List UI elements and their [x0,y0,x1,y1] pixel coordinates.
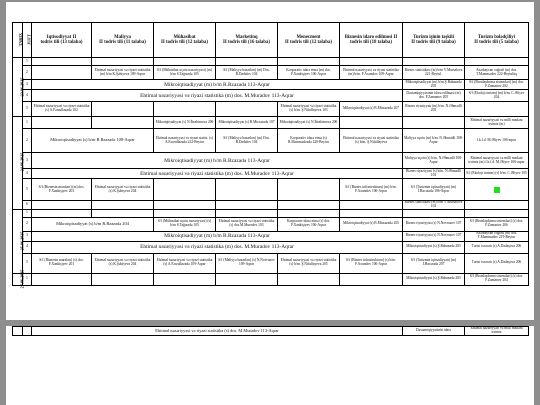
group-header: Turizm işinin təşkili II todris tili (9 talaba) [403,23,465,58]
schedule-cell: S/f (Mühasibat uçotu nəzəriyyəsi) (s) b/m S.Tağızadə 105 [154,217,216,231]
schedule-cell [465,102,529,117]
pair-number-cell: 3 [23,153,32,169]
schedule-cell: Biznes riyaziyyatı (s) N.Novruzov 107 [403,217,465,231]
schedule-cell: Ehtimal nəzəriyyəsi və riyazi statistika (s) A.Fərzullazadə 102 [32,102,92,117]
schedule-cell: S/f (Biznes infrastrukturu) (m) b/m. F.Axundov 106-Aqrar [340,179,403,201]
schedule-cell [403,117,465,129]
pair-number-cell: 2 [23,66,32,80]
pair-number-cell: 3 [23,231,32,241]
schedule-cell: Mikroiqtisadiyyat (m) b/m R.Rzazadə 113-Aqrar [32,80,403,90]
schedule-cell [92,117,154,129]
schedule-cell: Ehtimal nəzəriyyəsi və riyazi statistika (s) b/m. Ş.Nifullayeva [340,129,403,153]
day-date-cell: 24.06.2025 [13,117,23,210]
schedule-cell: Ehtimal nəzəriyyəsi və riyazi statistika (m) dos. M.Muradov 113-Aqrar [32,169,403,179]
pair-number-cell: 2 [23,217,32,231]
schedule-cell [32,209,92,217]
schedule-cell [154,102,216,117]
schedule-cell: Ehtimal nəzəriyyəsi və riyazi statistika (s) K.Şəbiyeva 204 [92,253,154,273]
schedule-cell: S/f (Biznesin maraları) (s) dos. F.Xankişiyev 201 [32,253,92,273]
schedule-cell: S/f (Ekoloji turizm) (m) b/m. C.Əliyev 204 [465,90,529,102]
schedule-cell [278,209,340,217]
schedule-cell [32,117,92,129]
schedule-cell [216,102,278,117]
schedule-cell [278,58,340,66]
header-row [13,23,529,58]
schedule-cell: Ehtimal nəzəriyyəsi və riyazi statistika (s) dos. M.Muradov 113-Aqrar [32,327,403,336]
day-date-cell: 25.06.2025 [13,209,23,273]
schedule-cell [92,201,154,210]
schedule-row [13,129,529,153]
schedule-cell [92,58,154,66]
pair-number-cell: 3 [23,80,32,90]
schedule-cell: S/f (Maliyyə bazarları) (s) N.Novruzov 109-Aqrar [216,253,278,273]
pair-number-cell: 6 [23,201,32,210]
group-header: Iqtisodiyyat II todris tili (13 talaba) [32,23,92,58]
schedule-cell: Mikroiqtisadiyyat (s) N.İbrahimova 206 [278,117,340,129]
schedule-cell [340,209,403,217]
schedule-cell: Turist ixracatı (s) A.Dadaşova 206 [465,253,529,273]
schedule-cell [216,58,278,66]
schedule-cell: Biznes riyaziyyatı (s) b/m. N.Əhmədli 103 [403,169,465,179]
schedule-cell: f.k.f.d. M.Əliyev 106-aqrar [465,129,529,153]
schedule-cell: Maliyyə uçotu (m) b/m. N.Əhmədli 108-Aqrar [403,129,465,153]
schedule-cell [340,58,403,66]
group-header: Marketinq II todris tili (16 talaba) [216,23,278,58]
schedule-cell: Ehtimal nəzəriyyəsi və riyazi statistika (m) b/m K.Şəbiyeva 109-Aqrar [92,66,154,80]
schedule-cell: S/f (Bronlaşdırma sistemləri) (s) dos. F.Zamanov 206 [465,217,529,231]
schedule-row [13,58,529,66]
pair-number-cell: 4 [23,169,32,179]
schedule-cell [32,273,92,285]
schedule-row [13,231,529,241]
schedule-cell [278,273,340,285]
schedule-cell [92,209,154,217]
schedule-cell [340,117,403,129]
schedule-row [13,209,529,217]
schedule-cell: Ehtimal nəzəriyyəsi və riyazi statistika (s) b/m. Ş.Nifullayeva 205 [278,253,340,273]
schedule-cell: Korporativ idarə etmə (s) B.Məmmədzadə 220-Beytur [278,129,340,153]
schedule-cell: Dəstəmiqiyyəsinin idarə edilməsi (m) dos. F.Zamanov 205 [403,90,465,102]
schedule-cell: Mikroiqtisadiyyat (s) N.İbrahimova 206 [154,117,216,129]
schedule-row [13,241,529,253]
schedule-row [13,153,529,169]
schedule-cell: Maliyyə uçotu (s) b/m. N.Əhmədli 108-Aqrar [403,153,465,169]
schedule-cell: Ehtimal nəzəriyyəsi və riyazi statistika (m) dos. M.Muradov 113-Aqrar [32,241,403,253]
schedule-cell: Mikroiqtisadiyyat (m) b/m R.Rzazadə 113-Aqrar [32,231,403,241]
group-header: Menecment II todris tili (12 talaba) [278,23,340,58]
schedule-cell [403,58,465,66]
document-page-1 [6,2,534,320]
schedule-cell: Ehtimal nəzəriyyəsi və riyazi statistika (s) K.Şəbiyeva 204 [92,179,154,201]
schedule-cell: Ehtimal nəzəriyyəsi və milli madəni irsimiz (m) [465,117,529,129]
schedule-cell: Mikroiqtisadiyyat (s) B.Mirzəzadə 207 [340,102,403,117]
schedule-cell: Mikroiqtisadiyyat (s) Ş.Babazadə 205 [403,241,465,253]
schedule-cell [154,209,216,217]
schedule-cell [278,179,340,201]
schedule-row [13,201,529,210]
schedule-row [13,169,529,179]
schedule-cell [154,273,216,285]
schedule-cell [465,201,529,210]
group-header: Mühasibat II todris tili (12 talaba) [154,23,216,58]
schedule-cell: Ehtimal nəzəriyyəsi və milli madəni irsimiz (m) f.k.f.d. M.Əliyev 106-aqrar [465,153,529,169]
schedule-cell [32,58,92,66]
schedule-cell: Turist ixracatı (s) A.Dadaşova 206 [465,241,529,253]
group-header: Biznesin idaro edilmosi II todris tili (18 talaba) [340,23,403,58]
schedule-cell: Biznes riyaziyyatı (s) N.Novruzov 107 [403,231,465,241]
schedule-cell: Ehtimal nəzəriyyəsi və milli madəni irsimiz [465,327,529,336]
schedule-cell: Korporativ idarə etmə (m) dos. F.Xankişiyev 106-Aqrar [278,66,340,80]
group-header: Maliyya II todris tili (11 talaba) [92,23,154,58]
pair-number-cell: 5 [23,179,32,201]
schedule-cell: Ehtimal nəzəriyyəsi və riyazi statist. (s) A.Fərzullazadə 222-Beytur [154,129,216,153]
schedule-cell: Ehtimal nəzəriyyəsi və riyazi statistika (s) dos.M.Muradov 103 [216,217,278,231]
schedule-cell [92,102,154,117]
schedule-cell [465,179,529,201]
schedule-cell: Mikroiqtisadiyyat (s) Ş.Babazadə 205 [403,273,465,285]
schedule-row [13,253,529,273]
schedule-cell [216,179,278,201]
pair-number-cell: 1 [23,117,32,129]
schedule-cell: S/f (Turizmin iqtisadiyyatı) (m) İ.Hacızadə 106-Aqrar [403,179,465,201]
schedule-cell: Biznes statistikası (m) b/m V.Mursalova 221-Beytul. [403,66,465,80]
schedule-cell: S/f (Biznes infrastrukturu) (s) b/m. F.Axundov 106-Aqrar [340,253,403,273]
schedule-cell: Mikroiqtisadiyyat (m) b/m R.Rzazadə 113-Aqrar [32,153,403,169]
schedule-cell [340,201,403,210]
schedule-cell [216,273,278,285]
schedule-cell: S/f (Maliyyə bazarları) (m) Dos. B.Dadalov 104 [216,129,278,153]
schedule-cell: Mikroiqtisadiyyat (s) b/m R.Rzazadə 204 [32,217,154,231]
schedule-cell: Mikroiqtisadiyyat (m) b/m Ş.Babazadə 205 [403,80,465,90]
schedule-cell [340,273,403,285]
schedule-cell [32,201,92,210]
schedule-row [13,273,529,285]
day-date-cell: 23.06.2025 [13,58,23,117]
pair-number-cell: 1 [23,273,32,285]
schedule-cell: Ehtimal nəzəriyyəsi və riyazi statistika (m) b/m. F.Axundov 109-Aqrar [340,66,403,80]
schedule-cell: S/f (Bronlaşdırma sistemləri) (m) dos. F.Zamanov 202 [465,80,529,90]
schedule-row [13,90,529,102]
day-column-header: TARIX [13,23,23,58]
schedule-cell [403,209,465,217]
day-date-cell: 27.06.2025 [13,273,23,285]
schedule-cell [278,201,340,210]
schedule-cell [465,209,529,217]
schedule-cell [216,209,278,217]
pair-number-cell: 1 [23,58,32,66]
pair-number-cell: 2 [23,129,32,153]
schedule-row [13,80,529,90]
schedule-cell [465,58,529,66]
schedule-cell: S/f (Bronlaşdırma sistemləri) (s) dos. F.Zamanov 204 [465,273,529,285]
schedule-row [13,179,529,201]
schedule-cell: Azərbaycan coğrafi (m) dos. T.Məmmədov 219-Beytur [465,231,529,241]
schedule-cell: S/f (Ekoloji turizm) (s) b/m. C.Əliyev 105 [465,169,529,179]
pair-column-header: JUFT [23,23,32,58]
schedule-cell: Ehtimal nəzəriyyəsi və riyazi statistika (s) b/m. Ş.Nifullayeva 103 [278,102,340,117]
schedule-cell: Mikroiqtisadiyyat (s) B.Mirzəzadə 205 [340,217,403,231]
group-header: Turizm bələdçiliyi II todris tili (5 talaba) [465,23,529,58]
schedule-cell: Korporativ idarə etmə (s) dos. F.Xankişiyev 106-Aqrar [278,217,340,231]
schedule-cell: Ehtimal nəzəriyyəsi və riyazi statistika (m) dos. M.Muradov 113-Aqrar [32,90,403,102]
schedule-cell: S/f (Mühasibat uçotu nəzəriyyəsi) (m) b/m S.Tağızadə 105 [154,66,216,80]
schedule-cell: Dəstəmiqiyyəsinin idarə [403,327,465,336]
pair-number-cell: 5 [23,102,32,117]
document-page-2 [6,326,534,405]
schedule-table-continued [12,326,529,336]
pair-number-cell: 4 [23,90,32,102]
schedule-cell: Ehtimal nəzəriyyəsi və riyazi statistika (s) A.Fərzullazadə 109-Aqrar [154,253,216,273]
schedule-cell [154,179,216,201]
pair-number-cell: 1 [23,209,32,217]
schedule-cell: Azərbaycan coğrafi (m) dos. T.Məmmədov 222-Beytulüq [465,66,529,80]
schedule-row [13,102,529,117]
schedule-cell: Biznes statistikası (m) b/m V.Mursalova 102 [403,201,465,210]
pair-number-cell: 5 [23,253,32,273]
schedule-cell: S/f (Turizmin iqtisadiyyatı) (m) İ.Hacızadə 207 [403,253,465,273]
schedule-row [13,117,529,129]
schedule-cell [92,273,154,285]
schedule-cell: S/f (Biznesin maraları) (m) dos. F.Xankişiyev 203 [32,179,92,201]
schedule-cell: Biznes riyaziyyatı (m) b/m. N.Əhmədli 205 [403,102,465,117]
schedule-cell: S/f (Maliyyə bazarları) (m) Dos. B.Dadalov 104 [216,66,278,80]
pair-number-cell: 4 [23,241,32,253]
schedule-table [12,22,529,289]
schedule-row [13,66,529,80]
schedule-cell [154,201,216,210]
schedule-cell [32,66,92,80]
schedule-cell: Mikroiqtisadiyyat (s) B.Mirzəzadə 107 [216,117,278,129]
schedule-row [13,217,529,231]
schedule-cell [216,201,278,210]
schedule-cell: Mikroiqtisadiyyat (s) b/m R.Rzazadə 108-Aqrar [32,129,154,153]
highlight-marker [494,187,500,193]
schedule-cell [154,58,216,66]
